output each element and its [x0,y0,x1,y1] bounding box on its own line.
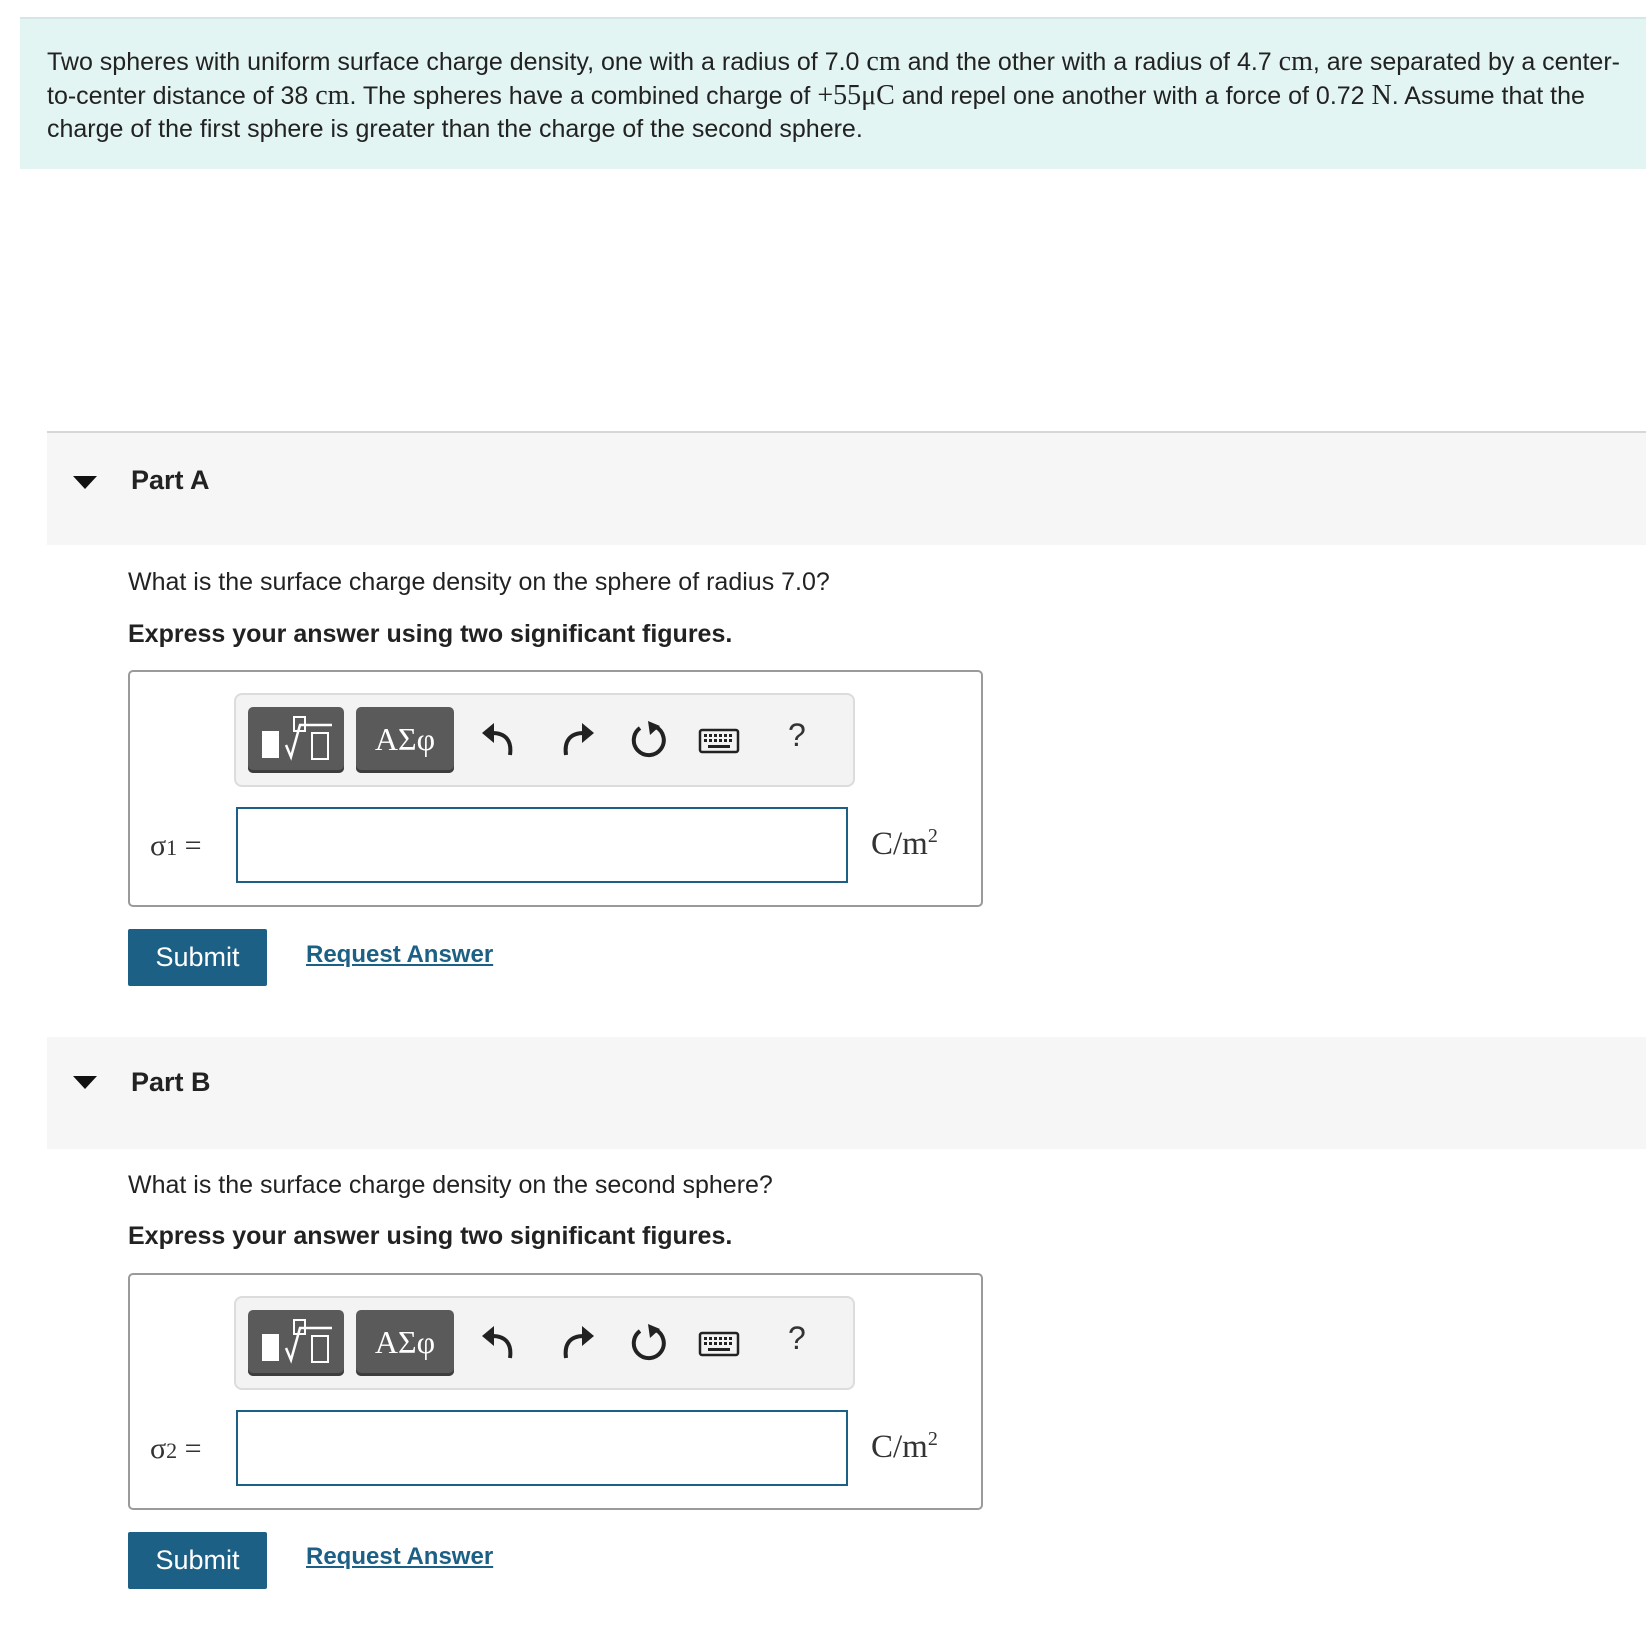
part-a-answer-box [128,670,983,907]
help-button[interactable]: ? [788,1320,806,1356]
help-button[interactable]: ? [788,717,806,753]
request-answer-link[interactable]: Request Answer [306,941,494,968]
part-a-question: What is the surface charge density on the sphere of radius 7.0? [128,568,830,596]
math-toolbar [234,693,855,787]
submit-button[interactable]: Submit [128,929,267,986]
units-label: $C/m^2$ [871,1428,938,1465]
part-a-title: Part A [131,465,210,495]
part-b-answer-box [128,1273,983,1510]
part-b-title: Part B [131,1067,211,1097]
keyboard-icon[interactable] [698,717,740,763]
part-a-instruction: Express your answer using two significant figures. [128,620,733,648]
submit-button[interactable]: Submit [128,1532,267,1589]
math-toolbar [234,1296,855,1390]
reset-icon[interactable] [626,717,672,763]
units-label: $C/m^2$ [871,825,938,862]
part-b-header[interactable] [47,1037,1646,1149]
redo-icon[interactable] [552,717,598,763]
templates-button[interactable] [248,707,344,773]
redo-icon[interactable] [552,1320,598,1366]
part-b-question: What is the surface charge density on the second sphere? [128,1171,773,1199]
problem-text: Two spheres with uniform surface charge density, one with a radius of 7.0 cm and the other with a radius of 4.7 cm, are separated by a center-to-center distance of 38 cm. The spheres have a combined charge of +55μC and repel one another with a force of 0.72 N. Assume that the charge of the first sphere is greater than the charge of the second sphere. [47,46,1620,143]
variable-label: σ2 = [150,1432,202,1465]
request-answer-link[interactable]: Request Answer [306,1543,494,1570]
templates-button[interactable] [248,1310,344,1376]
part-b-instruction: Express your answer using two significant figures. [128,1222,733,1250]
greek-symbols-button[interactable]: ΑΣφ [356,707,454,773]
collapse-caret-icon[interactable] [73,1076,97,1089]
undo-icon[interactable] [478,1320,524,1366]
templates-icon [248,707,344,773]
collapse-caret-icon[interactable] [73,476,97,489]
part-a-header[interactable] [47,431,1646,545]
answer-input[interactable] [236,1410,848,1486]
greek-symbols-button[interactable]: ΑΣφ [356,1310,454,1376]
keyboard-icon[interactable] [698,1320,740,1366]
undo-icon[interactable] [478,717,524,763]
reset-icon[interactable] [626,1320,672,1366]
variable-label: σ1 = [150,829,202,862]
problem-statement [20,17,1646,169]
templates-icon [248,1310,344,1376]
answer-input[interactable] [236,807,848,883]
